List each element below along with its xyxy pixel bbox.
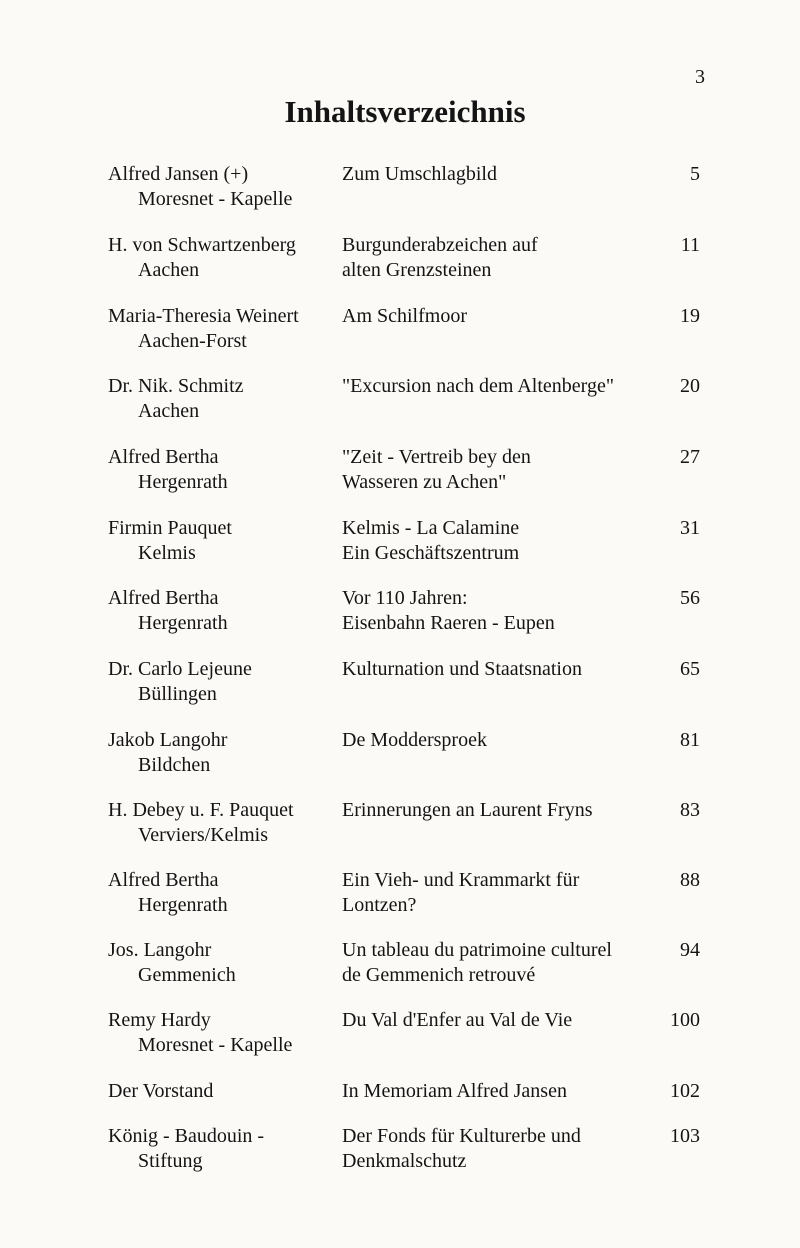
entry-title [342, 1008, 642, 1033]
author-place: Bildchen [138, 754, 211, 776]
entry-title [342, 657, 642, 682]
author-name: Dr. Carlo Lejeune [108, 658, 252, 680]
author-place: Verviers/Kelmis [138, 824, 268, 846]
title-line-2: alten Grenzsteinen [342, 259, 492, 281]
entry-author [108, 445, 338, 495]
author-name: Alfred Bertha [108, 446, 219, 468]
toc-entry [108, 938, 700, 998]
author-place: Moresnet - Kapelle [138, 188, 293, 210]
entry-title [342, 586, 642, 636]
title-line-1: Du Val d'Enfer au Val de Vie [342, 1009, 573, 1031]
entry-page: 27 [680, 446, 700, 468]
author-place: Hergenrath [138, 612, 228, 634]
title-line-1: Kelmis - La Calamine [342, 517, 520, 539]
toc-entry [108, 798, 700, 858]
title-line-1: Ein Vieh- und Krammarkt für [342, 869, 580, 891]
title-line-1: Burgunderabzeichen auf [342, 234, 538, 256]
author-name: König - Baudouin - [108, 1125, 265, 1147]
entry-author [108, 1008, 338, 1058]
entry-page: 88 [680, 869, 700, 891]
author-name: Maria-Theresia Weinert [108, 305, 299, 327]
entry-author [108, 938, 338, 988]
title-line-2: Wasseren zu Achen" [342, 471, 507, 493]
title-line-1: Zum Umschlagbild [342, 163, 497, 185]
entry-page: 94 [680, 939, 700, 961]
title-line-2: Denkmalschutz [342, 1150, 467, 1172]
title-line-2: Lontzen? [342, 894, 417, 916]
entry-author [108, 1079, 338, 1104]
title-line-1: De Moddersproek [342, 729, 487, 751]
author-name: H. von Schwartzenberg [108, 234, 296, 256]
author-place: Aachen-Forst [138, 330, 247, 352]
author-name: Alfred Bertha [108, 587, 219, 609]
entry-author [108, 516, 338, 566]
title-line-2: de Gemmenich retrouvé [342, 964, 536, 986]
toc-entry [108, 516, 700, 576]
entry-page: 103 [670, 1125, 700, 1147]
entry-page: 11 [680, 234, 700, 256]
entry-title [342, 1079, 642, 1104]
title-line-1: "Excursion nach dem Altenberge" [342, 375, 614, 397]
title-line-1: In Memoriam Alfred Jansen [342, 1080, 567, 1102]
author-name: Jos. Langohr [108, 939, 212, 961]
entry-page: 31 [680, 517, 700, 539]
entry-author [108, 728, 338, 778]
entry-title [342, 233, 642, 283]
toc-entry [108, 728, 700, 788]
title-line-2: Ein Geschäftszentrum [342, 542, 520, 564]
author-name: Jakob Langohr [108, 729, 228, 751]
toc-entry [108, 374, 700, 434]
author-place: Büllingen [138, 683, 217, 705]
entry-title [342, 1124, 642, 1174]
toc-entry [108, 1124, 700, 1184]
page-title: Inhaltsverzeichnis [284, 94, 526, 129]
entry-title [342, 445, 642, 495]
toc-entry [108, 586, 700, 646]
author-name: Alfred Bertha [108, 869, 219, 891]
entry-page: 5 [690, 163, 700, 185]
entry-title [342, 162, 642, 187]
author-name: Alfred Jansen (+) [108, 163, 249, 185]
toc-entry [108, 868, 700, 928]
entry-page: 19 [680, 305, 700, 327]
entry-page: 65 [680, 658, 700, 680]
entry-title [342, 304, 642, 329]
entry-title [342, 374, 642, 399]
entry-author [108, 657, 338, 707]
title-line-1: Un tableau du patrimoine culturel [342, 939, 612, 961]
entry-author [108, 798, 338, 848]
toc-entry [108, 445, 700, 505]
author-name: Dr. Nik. Schmitz [108, 375, 244, 397]
entry-title [342, 798, 642, 823]
entry-page: 81 [680, 729, 700, 751]
entry-author [108, 1124, 338, 1174]
toc-entry [108, 304, 700, 364]
title-line-1: Am Schilfmoor [342, 305, 467, 327]
entry-title [342, 728, 642, 753]
entry-author [108, 162, 338, 212]
author-name: Remy Hardy [108, 1009, 211, 1031]
entry-author [108, 374, 338, 424]
toc-entry [108, 1008, 700, 1068]
entry-author [108, 586, 338, 636]
author-place: Stiftung [138, 1150, 203, 1172]
entry-author [108, 868, 338, 918]
author-place: Kelmis [138, 542, 196, 564]
entry-author [108, 304, 338, 354]
author-name: H. Debey u. F. Pauquet [108, 799, 294, 821]
author-place: Aachen [138, 259, 200, 281]
title-line-1: "Zeit - Vertreib bey den [342, 446, 531, 468]
entry-title [342, 516, 642, 566]
entry-title [342, 938, 642, 988]
title-line-1: Der Fonds für Kulturerbe und [342, 1125, 581, 1147]
title-line-1: Kulturnation und Staatsnation [342, 658, 582, 680]
toc-entry [108, 657, 700, 717]
author-name: Firmin Pauquet [108, 517, 232, 539]
entry-page: 56 [680, 587, 700, 609]
entry-page: 102 [670, 1080, 700, 1102]
entry-page: 20 [680, 375, 700, 397]
title-line-1: Erinnerungen an Laurent Fryns [342, 799, 593, 821]
author-place: Moresnet - Kapelle [138, 1034, 293, 1056]
entry-title [342, 868, 642, 918]
title-line-2: Eisenbahn Raeren - Eupen [342, 612, 555, 634]
entry-author [108, 233, 338, 283]
page-number: 3 [695, 66, 705, 88]
entry-page: 83 [680, 799, 700, 821]
entry-page: 100 [670, 1009, 700, 1031]
toc-entry [108, 162, 700, 222]
author-name: Der Vorstand [108, 1080, 214, 1102]
author-place: Hergenrath [138, 894, 228, 916]
title-line-1: Vor 110 Jahren: [342, 587, 468, 609]
author-place: Hergenrath [138, 471, 228, 493]
toc-entry [108, 233, 700, 293]
author-place: Gemmenich [138, 964, 236, 986]
author-place: Aachen [138, 400, 200, 422]
